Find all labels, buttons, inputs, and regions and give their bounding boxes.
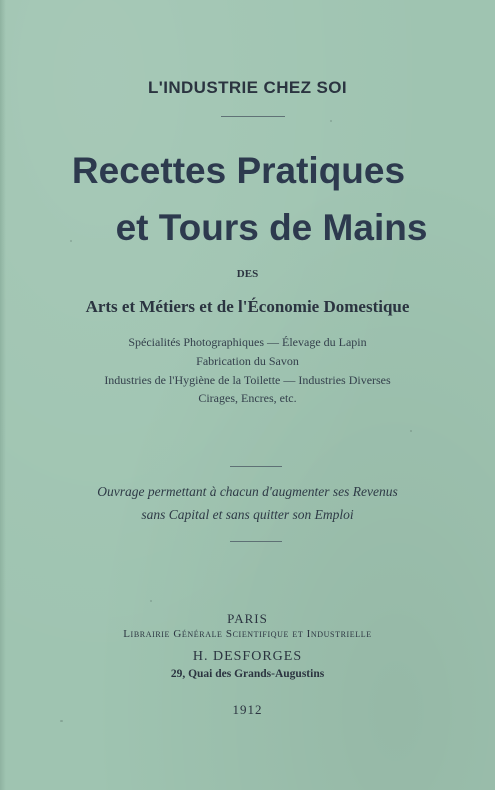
subtitle: Arts et Métiers et de l'Économie Domestique <box>85 297 410 316</box>
paper-speck <box>330 120 332 122</box>
paper-speck <box>60 720 63 722</box>
main-title-line-1: Recettes Pratiques <box>71 150 406 191</box>
divider-middle-bottom <box>230 541 282 542</box>
tagline-line: Ouvrage permettant à chacun d'augmenter ses Revenus <box>97 484 398 499</box>
divider-top <box>221 116 285 117</box>
title-connector: DES <box>236 268 259 280</box>
paper-speck <box>410 430 412 432</box>
specialty-line: Fabrication du Savon <box>196 354 299 368</box>
specialty-line: Industries de l'Hygiène de la Toilette — Industries Diverses <box>104 373 391 387</box>
main-title-line-2: et Tours de Mains <box>115 207 428 248</box>
divider-middle-top <box>230 466 282 467</box>
publisher-house: Librairie Générale Scientifique et Industrielle <box>123 628 372 640</box>
series-title: L'INDUSTRIE CHEZ SOI <box>147 78 348 97</box>
specialty-line: Spécialités Photographiques — Élevage du Lapin <box>128 335 367 349</box>
publisher-address: 29, Quai des Grands-Augustins <box>170 668 325 680</box>
publication-year: 1912 <box>232 702 263 717</box>
publisher-name: H. DESFORGES <box>192 649 303 664</box>
paper-speck <box>70 240 72 242</box>
tagline-line: sans Capital et sans quitter son Emploi <box>141 507 354 522</box>
publisher-city: PARIS <box>227 611 268 626</box>
paper-speck <box>150 600 152 602</box>
specialty-line: Cirages, Encres, etc. <box>198 391 297 405</box>
